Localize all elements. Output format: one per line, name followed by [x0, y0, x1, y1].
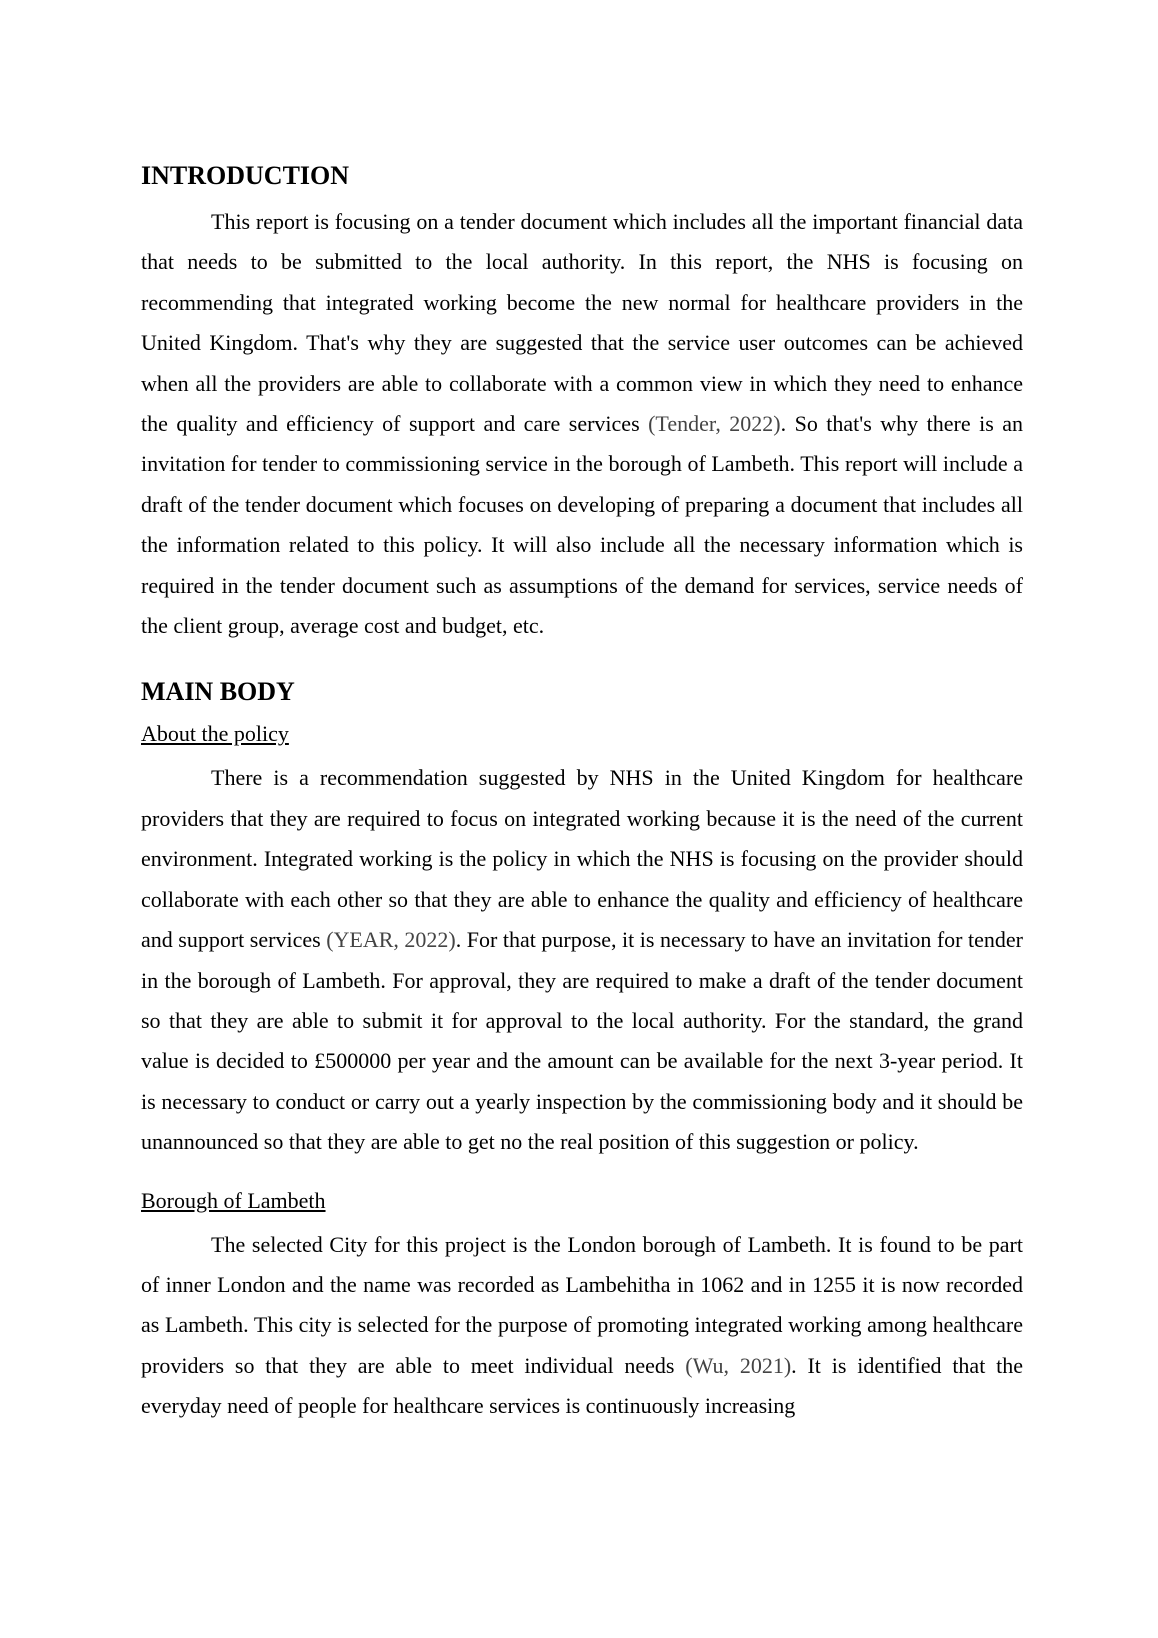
citation-year: (YEAR, 2022): [326, 927, 456, 953]
main-body-heading: MAIN BODY: [141, 677, 295, 707]
introduction-paragraph: [141, 202, 1023, 646]
introduction-text-part-2: . So that's why there is an invitation for tender to commissioning service in the borough of Lambeth. This report will include a draft of the tender document which focuses on developing of preparing a document that includes all the information related to this policy. It will also include all the necessary information which is required in the tender document such as assumptions of the demand for services, service needs of the client group, average cost and budget, etc.: [141, 411, 1024, 639]
introduction-heading: INTRODUCTION: [141, 161, 350, 190]
about-policy-paragraph: [141, 758, 1023, 1162]
introduction-text-part-1: This report is focusing on a tender document which includes all the important financial data that needs to be submitted to the local authority. In this report, the NHS is focusing on recommending that integrated working become the new normal for healthcare providers in the United Kingdom. That's why they are suggested that the service user outcomes can be achieved when all the providers are able to collaborate with a common view in which they need to enhance the quality and efficiency of support and care services: [141, 209, 1023, 437]
borough-text-part-1: The selected City for this project is the London borough of Lambeth. It is found to be part of inner London and the name was recorded as Lambehitha in 1062 and in 1255 it is now recorded as Lambeth. This city is selected for the purpose of promoting integrated working among healthcare providers so that they are able to meet individual needs: [141, 1231, 1023, 1378]
about-policy-text-part-2: . For that purpose, it is necessary to have an invitation for tender in the borough of Lambeth. For approval, they are required to make a draft of the tender document so that they are able to submit it for approval to the local authority. For the standard, the grand value is decided to £500000 per year and the amount can be available for the next 3-year period. It is necessary to conduct or carry out a yearly inspection by the commissioning body and it should be unannounced so that they are able to get no the real position of this suggestion or policy.: [141, 927, 1023, 1155]
borough-text-part-2: . It is identified that the everyday need of people for healthcare services is continuously increasing: [141, 1352, 1023, 1419]
citation-wu: (Wu, 2021): [685, 1352, 792, 1378]
borough-subheading: Borough of Lambeth: [141, 1187, 326, 1213]
borough-paragraph: [141, 1225, 1023, 1427]
document-page: [141, 160, 1023, 1427]
about-policy-text-part-1: There is a recommendation suggested by NHS in the United Kingdom for healthcare providers that they are required to focus on integrated working because it is the need of the current environment. Integrated working is the policy in which the NHS is focusing on the provider should collaborate with each other so that they are able to enhance the quality and efficiency of healthcare and support services: [141, 765, 1023, 953]
about-policy-subheading: About the policy: [141, 721, 289, 747]
citation-tender: (Tender, 2022): [648, 411, 781, 437]
